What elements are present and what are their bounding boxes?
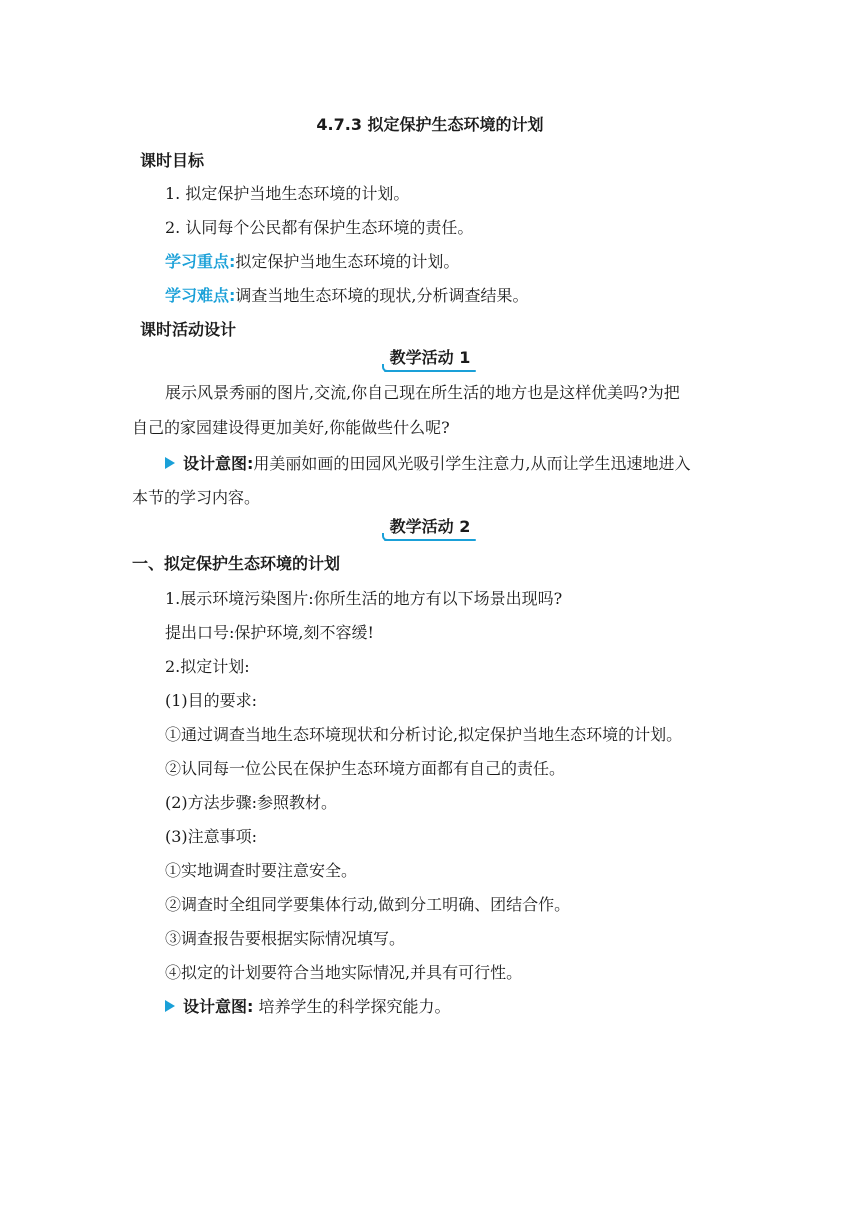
activity1-para-line: 展示风景秀丽的图片,交流,你自己现在所生活的地方也是这样优美吗?为把 <box>165 383 680 402</box>
key-point-text: 拟定保护当地生态环境的计划。 <box>235 252 460 271</box>
activity2-line: 2.拟定计划: <box>165 657 250 676</box>
key-point <box>165 249 459 272</box>
objective-item: 2. 认同每个公民都有保护生态环境的责任。 <box>165 218 474 237</box>
intent-text: 培养学生的科学探究能力。 <box>253 997 451 1016</box>
activity2-intent <box>165 994 451 1017</box>
activity1-para-line: 自己的家园建设得更加美好,你能做些什么呢? <box>132 418 450 437</box>
design-heading: 课时活动设计 <box>140 320 237 339</box>
key-point-label: 学习重点: <box>165 252 236 271</box>
triangle-bullet-icon <box>165 1000 175 1012</box>
triangle-bullet-icon <box>165 457 175 469</box>
activity2-line: (3)注意事项: <box>165 827 258 846</box>
activity2-line: ①实地调查时要注意安全。 <box>165 861 358 880</box>
objectives-heading: 课时目标 <box>140 151 205 170</box>
activity2-line: 1.展示环境污染图片:你所生活的地方有以下场景出现吗? <box>165 589 563 608</box>
activity2-line: 提出口号:保护环境,刻不容缓! <box>165 623 374 642</box>
activity1-intent <box>165 451 691 474</box>
difficulty-point <box>165 283 529 306</box>
intent-label: 设计意图: <box>183 997 254 1016</box>
activity2-line: ③调查报告要根据实际情况填写。 <box>165 929 406 948</box>
intent-text: 用美丽如画的田园风光吸引学生注意力,从而让学生迅速地进入 <box>253 454 691 473</box>
activity1-title: 教学活动 1 <box>384 345 477 372</box>
activity2-line: (2)方法步骤:参照教材。 <box>165 793 338 812</box>
activity2-line: ①通过调查当地生态环境现状和分析讨论,拟定保护当地生态环境的计划。 <box>165 725 683 744</box>
activity2-title: 教学活动 2 <box>384 514 477 541</box>
objective-item: 1. 拟定保护当地生态环境的计划。 <box>165 184 410 203</box>
page-title: 4.7.3 拟定保护生态环境的计划 <box>316 115 544 134</box>
difficulty-text: 调查当地生态环境的现状,分析调查结果。 <box>235 286 529 305</box>
activity1-intent-line: 本节的学习内容。 <box>132 488 261 507</box>
activity2-line: ②认同每一位公民在保护生态环境方面都有自己的责任。 <box>165 759 566 778</box>
activity1-banner <box>0 345 860 372</box>
activity2-banner <box>0 514 860 541</box>
intent-label: 设计意图: <box>183 454 254 473</box>
difficulty-label: 学习难点: <box>165 286 236 305</box>
activity2-line: ④拟定的计划要符合当地实际情况,并具有可行性。 <box>165 963 523 982</box>
section-heading: 一、拟定保护生态环境的计划 <box>132 554 341 573</box>
activity2-line: ②调查时全组同学要集体行动,做到分工明确、团结合作。 <box>165 895 571 914</box>
activity2-line: (1)目的要求: <box>165 691 258 710</box>
